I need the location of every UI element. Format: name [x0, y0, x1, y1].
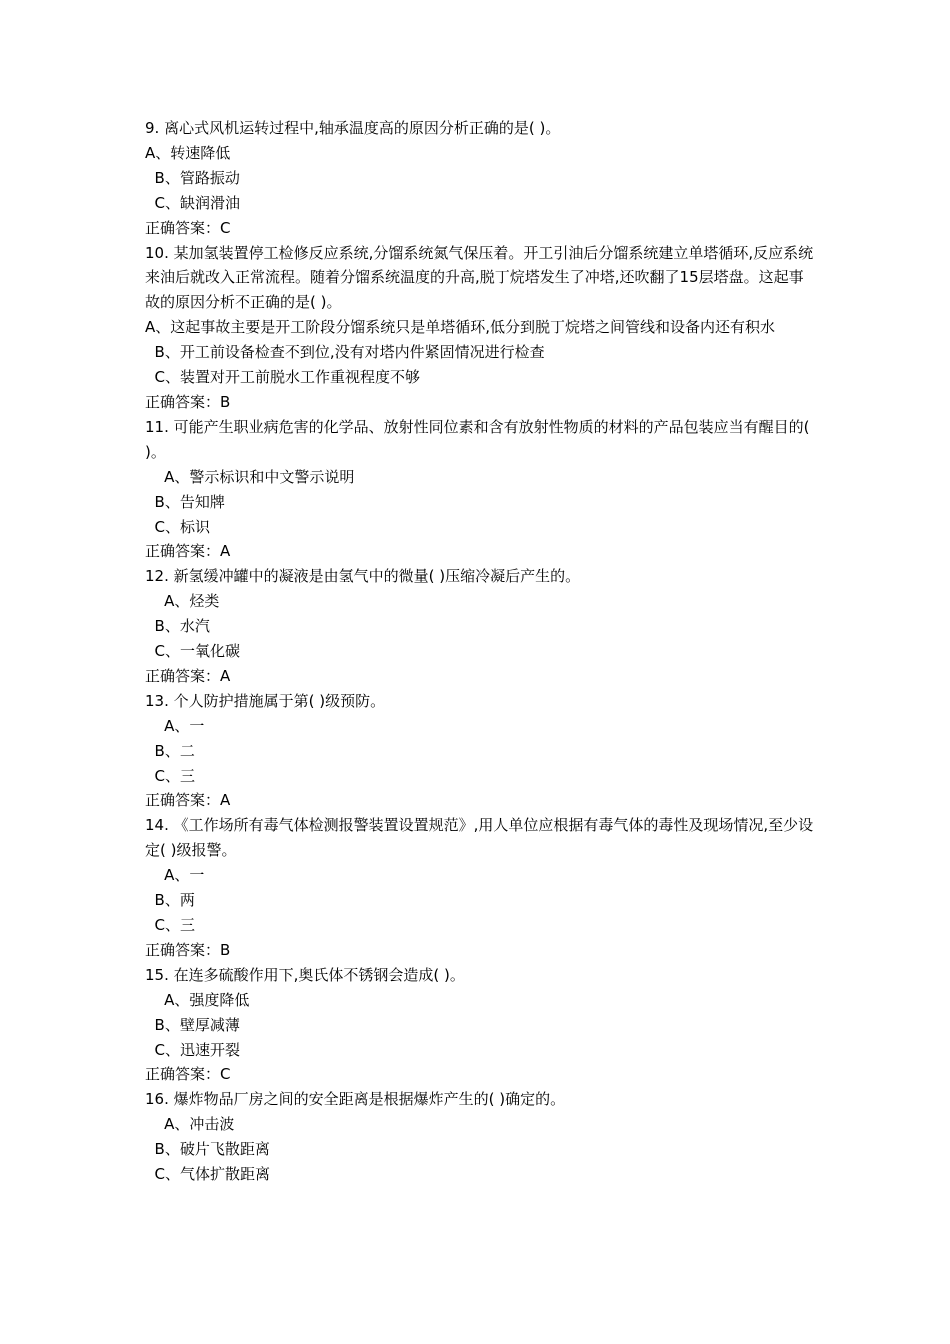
option-b: B、壁厚减薄 — [145, 1015, 240, 1034]
question-stem: 15. 在连多硫酸作用下,奥氏体不锈钢会造成( )。 — [145, 965, 465, 984]
option-c: C、气体扩散距离 — [145, 1165, 271, 1184]
correct-answer: 正确答案：B — [145, 940, 231, 959]
question-10 — [145, 241, 815, 415]
option-b: B、二 — [145, 741, 195, 760]
option-b: B、开工前设备检查不到位,没有对塔内件紧固情况进行检查 — [145, 343, 545, 362]
question-12 — [145, 564, 815, 689]
question-15 — [145, 963, 815, 1088]
option-c: C、缺润滑油 — [145, 193, 241, 212]
option-c: C、三 — [145, 766, 196, 785]
correct-answer: 正确答案：A — [145, 791, 231, 810]
question-16 — [145, 1087, 815, 1187]
option-a: A、冲击波 — [145, 1115, 235, 1134]
correct-answer: 正确答案：C — [145, 218, 231, 237]
option-b: B、告知牌 — [145, 492, 225, 511]
question-13 — [145, 689, 815, 814]
correct-answer: 正确答案：B — [145, 392, 231, 411]
option-b: B、管路振动 — [145, 168, 240, 187]
option-a: A、强度降低 — [145, 990, 250, 1009]
question-stem: 13. 个人防护措施属于第( )级预防。 — [145, 691, 386, 710]
option-c: C、装置对开工前脱水工作重视程度不够 — [145, 368, 421, 387]
option-a: A、转速降低 — [145, 143, 231, 162]
option-a: A、一 — [145, 716, 205, 735]
question-stem: 9. 离心式风机运转过程中,轴承温度高的原因分析正确的是( )。 — [145, 119, 561, 137]
option-b: B、水汽 — [145, 617, 210, 636]
option-c: C、一氧化碳 — [145, 642, 241, 661]
question-14 — [145, 813, 815, 962]
option-b: B、两 — [145, 891, 195, 910]
option-c: C、迅速开裂 — [145, 1040, 241, 1059]
option-a: A、烃类 — [145, 592, 220, 611]
question-stem: 10. 某加氢装置停工检修反应系统,分馏系统氮气保压着。开工引油后分馏系统建立单塔循环,反应系统来油后就改入正常流程。随着分馏系统温度的升高,脱丁烷塔发生了冲塔,还吹翻了15层塔盘。这起事故的原因分析不正确的是( )。 — [145, 243, 814, 312]
question-stem: 11. 可能产生职业病危害的化学品、放射性同位素和含有放射性物质的材料的产品包装应当有醒目的( )。 — [145, 417, 810, 461]
option-a: A、这起事故主要是开工阶段分馏系统只是单塔循环,低分到脱丁烷塔之间管线和设备内还有积水 — [145, 318, 776, 337]
option-a: A、警示标识和中文警示说明 — [145, 467, 355, 486]
option-c: C、标识 — [145, 517, 211, 536]
question-9 — [145, 116, 815, 241]
question-11 — [145, 415, 815, 564]
correct-answer: 正确答案：C — [145, 1065, 231, 1084]
correct-answer: 正确答案：A — [145, 542, 231, 561]
question-stem: 16. 爆炸物品厂房之间的安全距离是根据爆炸产生的( )确定的。 — [145, 1090, 566, 1109]
question-stem: 14. 《工作场所有毒气体检测报警装置设置规范》,用人单位应根据有毒气体的毒性及现场情况,至少设定( )级报警。 — [145, 816, 814, 860]
option-b: B、破片飞散距离 — [145, 1140, 270, 1159]
question-list — [145, 116, 815, 1187]
option-a: A、一 — [145, 866, 205, 885]
correct-answer: 正确答案：A — [145, 666, 231, 685]
option-c: C、三 — [145, 916, 196, 934]
question-stem: 12. 新氢缓冲罐中的凝液是由氢气中的微量( )压缩冷凝后产生的。 — [145, 567, 581, 586]
